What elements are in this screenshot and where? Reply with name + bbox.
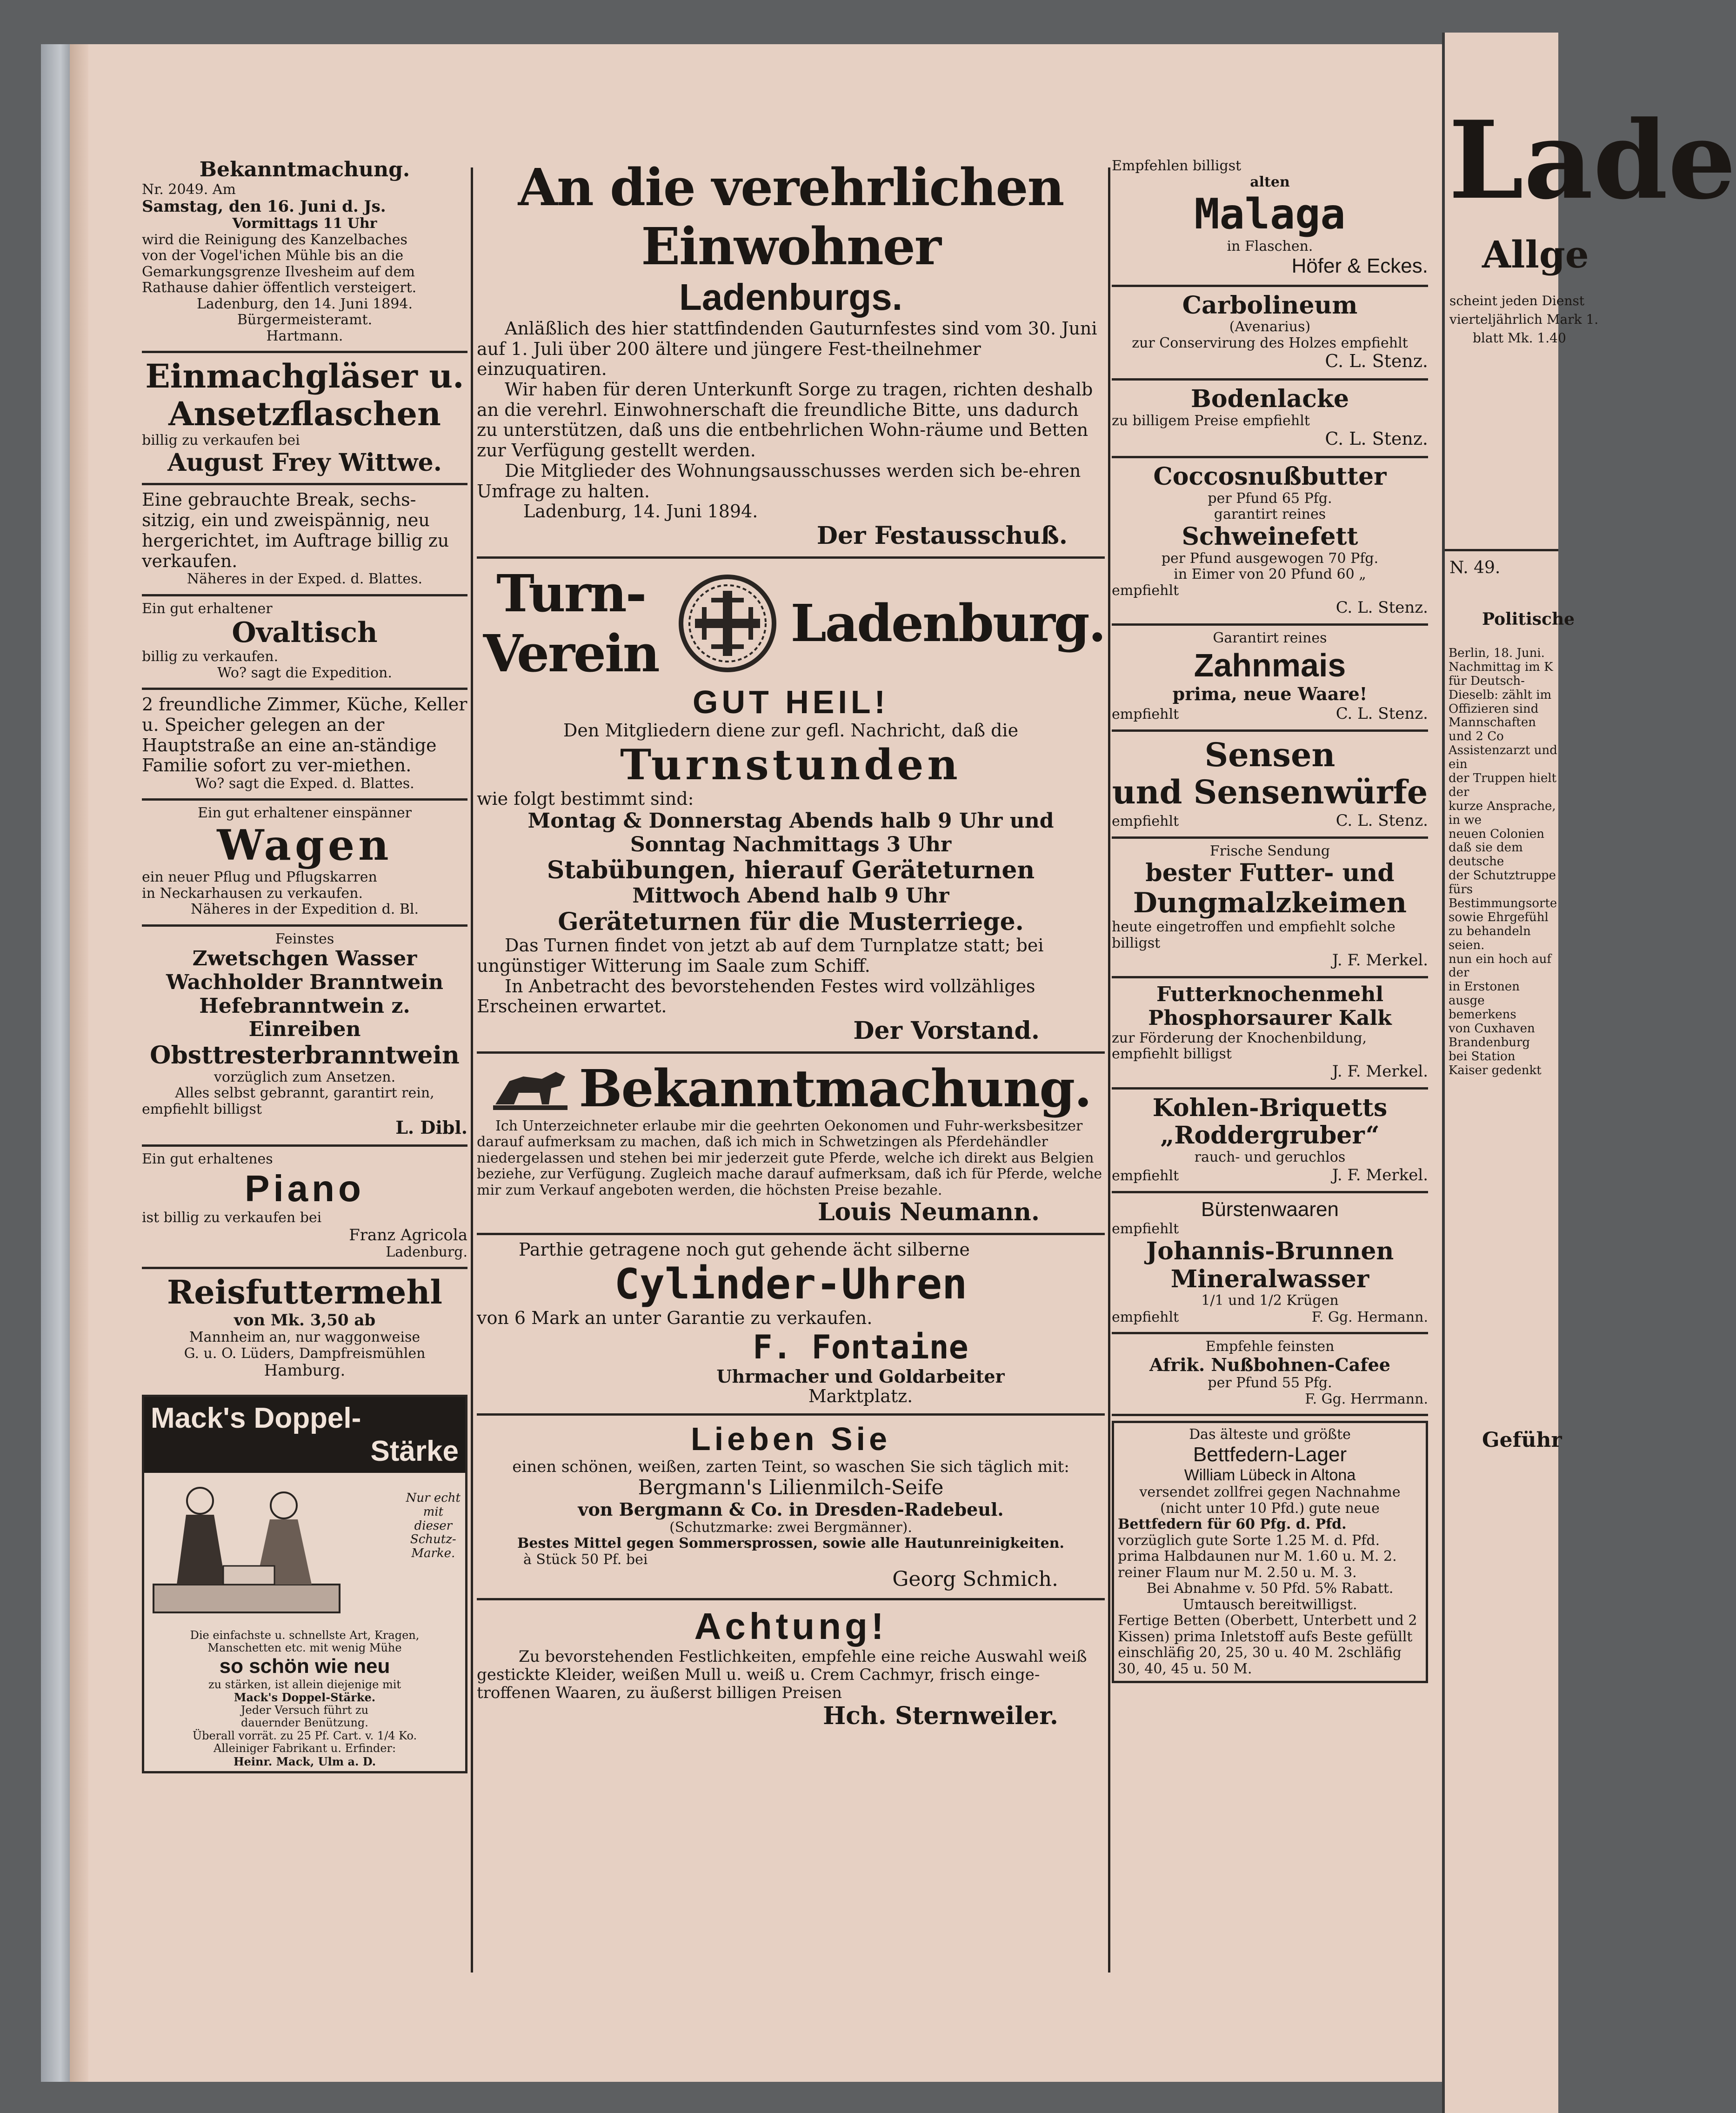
next-line: von Cuxhaven [1449, 1022, 1535, 1036]
ad-branntwein [142, 927, 467, 1147]
ad-line: empfiehlt billigst [142, 1101, 262, 1117]
ad-einmachglaeser [142, 353, 467, 485]
ad-advertiser: C. L. Stenz. [1325, 351, 1428, 372]
ad-line: empfiehlt [1112, 582, 1179, 599]
ad-line: empfiehlt [1112, 1167, 1179, 1184]
ad-title: Bürstenwaaren [1201, 1197, 1339, 1221]
ad-line: garantirt reines [1214, 506, 1326, 523]
ad-line: Gemarkungsgrenze Ilvesheim auf dem [142, 263, 415, 280]
ad-carbolineum [1112, 287, 1428, 381]
mack-title: Stärke [370, 1435, 459, 1468]
ad-line: empfiehlt [1112, 1221, 1179, 1237]
ad-title: Einmachgläser u. [145, 357, 464, 396]
ad-achtung [477, 1600, 1105, 1737]
ad-signature: Der Festausschuß. [816, 521, 1068, 550]
ad-title: Phosphorsaurer Kalk [1148, 1006, 1392, 1030]
ad-line: Mannheim an, nur waggonweise [189, 1329, 421, 1346]
ad-line: Feinstes [275, 930, 334, 947]
ad-advertiser: J. F. Merkel. [1332, 1165, 1428, 1184]
next-line: zu behandeln seien. [1449, 924, 1531, 952]
ad-coccosnussbutter [1112, 458, 1428, 626]
ad-title: Mineralwasser [1170, 1264, 1369, 1293]
ad-title: Malaga [1194, 190, 1346, 239]
ad-advertiser: Georg Schmich. [892, 1567, 1058, 1591]
ad-turnverein [477, 559, 1105, 1054]
ad-line: reiner Flaum nur M. 2.50 u. M. 3. [1118, 1564, 1357, 1581]
ad-footer-row [1112, 811, 1428, 830]
horse-icon [491, 1063, 570, 1114]
ad-footer-row [1112, 1309, 1428, 1325]
ad-advertiser: Franz Agricola [349, 1225, 467, 1244]
next-heading: Geführ [1482, 1428, 1562, 1452]
ad-advertiser: L. Dibl. [395, 1117, 467, 1138]
ad-piano [142, 1147, 467, 1270]
next-line: Berlin, 18. Juni. [1449, 646, 1545, 660]
ad-title: Ovaltisch [232, 616, 378, 649]
ad-title: Futterknochenmehl [1156, 983, 1384, 1007]
column-rule-2 [1108, 167, 1110, 1973]
next-line: Offizieren sind [1449, 702, 1539, 716]
ad-footer: Wo? sagt die Expedition. [217, 664, 392, 681]
ad-buerstenwaaren [1112, 1193, 1428, 1334]
next-line: daß sie dem deutsche [1449, 841, 1523, 869]
ad-title: Piano [245, 1168, 365, 1210]
ad-line: ein neuer Pflug und Pflugskarren [142, 869, 377, 886]
mack-note-line: Schutz- [410, 1532, 456, 1547]
ad-line: von Mk. 3,50 ab [234, 1311, 376, 1330]
ad-footer: Näheres in der Exped. d. Blattes. [187, 571, 423, 588]
ad-line: zur Förderung der Knochenbildung, [1112, 1030, 1367, 1046]
ad-lilienmilch-seife [477, 1416, 1105, 1600]
mack-line: dauernder Benützung. [241, 1716, 368, 1730]
ad-title: Wagen [217, 820, 393, 870]
ad-line: billig zu verkaufen. [142, 649, 279, 665]
next-line: Brandenburg [1449, 1035, 1530, 1050]
ad-advertiser: F. Gg. Herrmann. [1305, 1391, 1428, 1407]
ad-paragraph: Zu bevorstehenden Festlichkeiten, empfehle eine reiche Auswahl weiß gestickte Kleider, weißen Mull u. weiß u. Crem Cachmyr, frisch einge-troffenen Waaren, zu äußerst billigen Preisen [477, 1647, 1087, 1703]
ad-title: Ladenburgs. [679, 276, 903, 318]
ad-advertiser: William Lübeck in Altona [1184, 1466, 1356, 1484]
ad-title: Dungmalzkeimen [1133, 887, 1407, 920]
ad-advertiser: C. L. Stenz. [1335, 704, 1428, 723]
ad-line: empfiehlt billigst [1112, 1046, 1232, 1063]
ad-line: alten [1250, 174, 1290, 190]
next-issue-number: N. 49. [1449, 558, 1501, 577]
ad-title: Schweinefett [1182, 522, 1358, 551]
ad-title: Carbolineum [1182, 291, 1358, 320]
ad-line: empfiehlt [1112, 813, 1179, 829]
ad-line: 1/1 und 1/2 Krügen [1201, 1292, 1339, 1309]
ad-wagen [142, 801, 467, 927]
ad-line: rauch- und geruchlos [1194, 1149, 1346, 1166]
ad-line: wird die Reinigung des Kanzelbaches [142, 231, 407, 248]
mack-text [144, 1626, 465, 1771]
mack-note-line: Marke. [411, 1546, 455, 1561]
ad-line: von Bergmann & Co. in Dresden-Radebeul. [578, 1499, 1004, 1520]
ad-line: einen schönen, weißen, zarten Teint, so waschen Sie sich täglich mit: [512, 1457, 1069, 1476]
neumann-header [477, 1058, 1105, 1118]
ad-title: Achtung! [694, 1605, 888, 1647]
ad-line: billig zu verkaufen bei [142, 432, 300, 449]
ad-item: Hefebranntwein z. Einreiben [199, 994, 410, 1042]
ad-line: empfiehlt [1112, 706, 1179, 722]
ad-place: Ladenburg. [386, 1244, 467, 1260]
ad-bekanntmachung-auction [142, 154, 467, 353]
ad-advertiser: F. Fontaine [753, 1328, 968, 1367]
mack-line: Die einfachste u. schnellste Art, Kragen, [190, 1628, 420, 1642]
ad-footer: Wo? sagt die Exped. d. Blattes. [195, 775, 414, 792]
ad-line: (Schutzmarke: zwei Bergmänner). [669, 1519, 912, 1536]
ad-footer-row [1112, 1166, 1428, 1184]
ad-line: zur Conservirung des Holzes empfiehlt [1132, 334, 1408, 351]
ad-date: Ladenburg, 14. Juni 1894. [523, 501, 758, 522]
ad-line: Samstag, den 16. Juni d. Js. [142, 197, 386, 216]
ad-title: Johannis-Brunnen [1146, 1237, 1394, 1265]
mack-note-line: Nur echt [406, 1491, 461, 1505]
next-line: Nachmittag im K [1449, 660, 1553, 674]
ad-advertiser: F. Gg. Hermann. [1311, 1309, 1428, 1325]
ad-line: von 6 Mark an unter Garantie zu verkaufen. [477, 1308, 873, 1329]
ad-line: zu billigem Preise empfiehlt [1112, 412, 1310, 429]
turnverein-header [477, 563, 1105, 683]
ad-title: Sensen [1204, 735, 1335, 774]
ad-item: Zwetschgen Wasser [192, 947, 417, 971]
next-line: bei Station [1449, 1049, 1516, 1063]
ad-line: per Pfund 55 Pfg. [1208, 1375, 1332, 1391]
ad-advertiser: Höfer & Eckes. [1291, 254, 1428, 277]
ad-paragraph: Ich Unterzeichneter erlaube mir die geehrten Oekonomen und Fuhr-werksbesitzer darauf aufmerksam zu machen, daß ich mich in Schwetzingen als Pferdehändler niedergelassen und stehen bei mir jederzeit gute Pferde, welche ich direkt aus Belgien beziehe, zur Verfügung. Zugleich mache darauf aufmerksam, daß ich für Pferde, welche mir zum Verkauf angeboten werden, die höchsten Preise bezahle. [477, 1117, 1102, 1198]
ad-line: von der Vogel'ichen Mühle bis an die [142, 247, 404, 264]
ad-line: vorzüglich zum Ansetzen. [214, 1069, 396, 1085]
ad-dungmalzkeimen [1112, 839, 1428, 978]
ad-title: An die verehrlichen Einwohner [518, 157, 1064, 276]
ad-title: und Sensenwürfe [1112, 773, 1428, 812]
ad-line: Empfehlen billigst [1112, 158, 1242, 174]
ad-line: ist billig zu verkaufen bei [142, 1210, 322, 1226]
next-subtitle: Allge [1482, 233, 1589, 276]
ad-bettfedern [1112, 1421, 1428, 1683]
next-heading: Politische [1482, 609, 1575, 629]
ad-title: Turn-Verein [483, 563, 659, 683]
ad-title: Ladenburg. [790, 593, 1105, 654]
ad-line: wie folgt bestimmt sind: [477, 789, 694, 809]
mack-line: Mack's Doppel-Stärke. [234, 1691, 376, 1705]
mack-note-line: dieser [414, 1518, 453, 1533]
ad-office: Bürgermeisteramt. [237, 312, 373, 328]
next-line: sowie Ehrgefühl [1449, 910, 1549, 924]
ad-item: Wachholder Branntwein [166, 970, 443, 995]
ad-line: prima, neue Waare! [1172, 683, 1368, 705]
column-rule-1 [471, 167, 473, 1973]
next-line: scheint jeden Dienst [1449, 293, 1585, 308]
ad-advertiser: C. L. Stenz. [1335, 811, 1428, 830]
page-edge [70, 44, 88, 2082]
ad-paragraph: Das Turnen findet von jetzt ab auf dem Turnplatze statt; bei ungünstiger Witterung im Saale zum Schiff. [477, 935, 1044, 976]
ad-advertiser: Hch. Sternweiler. [823, 1702, 1058, 1731]
ad-advertiser: C. L. Stenz. [1335, 598, 1428, 617]
ad-date: Ladenburg, den 14. Juni 1894. [197, 295, 413, 312]
ad-futterknochenmehl [1112, 978, 1428, 1089]
mack-title: Mack's Doppel- [151, 1402, 361, 1435]
next-line: Bestimmungsorte [1449, 896, 1557, 911]
ad-title: bester Futter- und [1145, 859, 1395, 888]
ad-line: empfiehlt [1112, 1309, 1179, 1325]
ad-line: Näheres in der Expedition d. Bl. [190, 901, 419, 918]
mack-line: Alleiniger Fabrikant u. Erfinder: [213, 1742, 396, 1755]
ad-line: Parthie getragene noch gut gehende ächt silberne [519, 1239, 970, 1260]
ad-line: Garantirt reines [1213, 630, 1327, 647]
ad-title: Coccosnußbutter [1153, 462, 1387, 491]
ad-break-wagon [142, 485, 467, 596]
ad-title: Cylinder-Uhren [614, 1259, 968, 1309]
next-line: bemerkens [1449, 1008, 1516, 1022]
ad-line: Ein gut erhaltener einspänner [197, 805, 412, 822]
ad-line: Bei Abnahme v. 50 Pfd. 5% Rabatt. [1146, 1580, 1394, 1597]
ad-signature: Hartmann. [266, 328, 343, 344]
mack-header [144, 1397, 465, 1473]
schedule-line: Mittwoch Abend halb 9 Uhr [632, 884, 949, 908]
mack-line: Überall vorrät. zu 25 Pf. Cart. v. 1/4 Ko. [192, 1729, 417, 1742]
next-rule [1445, 549, 1558, 551]
column-left [142, 154, 467, 1773]
ad-title: Turnstunden [620, 740, 961, 789]
ad-line: Ein gut erhaltener [142, 600, 273, 617]
ad-line: in Neckarhausen zu verkaufen. [142, 885, 363, 902]
ad-title: Bekanntmachung. [199, 158, 410, 181]
ad-line: Nr. 2049. Am [142, 181, 236, 198]
ad-paragraph: In Anbetracht des bevorstehenden Festes wird vollzähliges Erscheinen erwartet. [477, 976, 1035, 1017]
next-page-fragment [1442, 33, 1736, 2113]
ad-line: (Avenarius) [1229, 319, 1311, 335]
column-center [477, 154, 1105, 1737]
ad-line: Hamburg. [264, 1361, 346, 1380]
next-line: Mannschaften und 2 Co [1449, 715, 1536, 744]
ad-line: Das älteste und größte [1189, 1426, 1351, 1443]
ad-line: per Pfund 65 Pfg. [1208, 490, 1332, 507]
mack-note-line: mit [423, 1505, 444, 1519]
next-line: neuen Colonien [1449, 827, 1544, 841]
ad-advertiser: J. F. Merkel. [1332, 1062, 1428, 1081]
ad-title: Bekanntmachung. [579, 1058, 1091, 1118]
laundry-women-illustration [144, 1473, 349, 1626]
ad-cylinder-uhren [477, 1235, 1105, 1416]
next-line: für Deutsch- [1449, 674, 1525, 688]
mack-line: Heinr. Mack, Ulm a. D. [233, 1755, 376, 1769]
ad-sensen [1112, 732, 1428, 839]
schedule-line: Sonntag Nachmittags 3 Uhr [630, 832, 952, 856]
ad-line: Rathause dahier öffentlich versteigert. [142, 280, 417, 296]
ad-line: Bettfedern für 60 Pfg. d. Pfd. [1118, 1516, 1347, 1533]
ad-line: Vormittags 11 Uhr [232, 215, 377, 232]
ad-text: Eine gebrauchte Break, sechs-sitzig, ein und zweispännig, neu hergerichtet, im Auftrage billig zu verkaufen. [142, 489, 449, 571]
ad-line: Marktplatz. [808, 1386, 913, 1407]
ad-cafe [1112, 1334, 1428, 1416]
ad-ovaltisch [142, 596, 467, 690]
ad-title: Zahnmais [1194, 647, 1346, 683]
ad-line: versendet zollfrei gegen Nachnahme (nicht unter 10 Pfd.) gute neue [1139, 1484, 1401, 1517]
ad-title: Ansetzflaschen [168, 394, 441, 433]
ad-line: Frische Sendung [1209, 843, 1330, 859]
turnverein-greeting: GUT HEIL! [693, 683, 889, 720]
ad-line: Ein gut erhaltenes [142, 1150, 273, 1167]
ad-item: Obsttresterbranntwein [150, 1041, 460, 1070]
next-line: der Truppen hielt der [1449, 771, 1557, 799]
turner-cross-emblem [674, 570, 781, 677]
ad-advertiser: August Frey Wittwe. [167, 448, 442, 477]
mack-trademark-note [406, 1491, 461, 1561]
ad-line: Umtausch bereitwilligst. [1182, 1596, 1357, 1613]
next-line: blatt Mk. 1.40 [1473, 330, 1566, 346]
ad-paragraph: Wir haben für deren Unterkunft Sorge zu tragen, richten deshalb an die verehrl. Einwohnerschaft die freundliche Bitte, uns dadurch zu unterstützen, daß uns die entbehrlichen Wohn-räume und Betten zur Verfügung gestellt werden. [477, 379, 1093, 461]
next-line: nun ein hoch auf der [1449, 952, 1552, 980]
ad-line: Bestes Mittel gegen Sommersprossen, sowie alle Hautunreinigkeiten. [517, 1535, 1064, 1552]
ad-malaga [1112, 154, 1428, 287]
mack-illustration [144, 1473, 465, 1626]
schedule-line: Montag & Donnerstag Abends halb 9 Uhr und [527, 809, 1054, 833]
ad-title: Afrik. Nußbohnen-Cafee [1149, 1354, 1390, 1376]
ad-line: Bergmann's Lilienmilch-Seife [638, 1475, 944, 1499]
ad-line: in Eimer von 20 Pfund 60 „ [1174, 566, 1366, 583]
schedule-line: Geräteturnen für die Musterriege. [558, 907, 1024, 936]
ad-line: à Stück 50 Pf. bei [523, 1551, 648, 1568]
ad-reisfuttermehl [142, 1269, 467, 1386]
mack-line: zu stärken, ist allein diejenige mit [208, 1678, 401, 1691]
next-masthead: Lade [1449, 98, 1736, 223]
ad-title: Kohlen-Briquetts [1152, 1093, 1388, 1122]
ad-line: Alles selbst gebrannt, garantirt rein, [175, 1085, 434, 1102]
ad-line: G. u. O. Lüders, Dampfreismühlen [184, 1345, 426, 1362]
ad-paragraph: Die Mitglieder des Wohnungsausschusses werden sich be-ehren Umfrage zu halten. [477, 460, 1081, 502]
ad-zahnmais [1112, 626, 1428, 732]
ad-line: in Flaschen. [1227, 238, 1313, 254]
ad-signature: Der Vorstand. [853, 1016, 1040, 1045]
ad-line: prima Halbdaunen nur M. 1.60 u. M. 2. [1118, 1548, 1397, 1565]
ad-line: Fertige Betten (Oberbett, Unterbett und 2 Kissen) prima Inletstoff aufs Beste gefüllt einschläfig 20, 25, 30 u. 40 M. 2schläfig 30, 40, 45 u. 50 M. [1118, 1612, 1417, 1677]
ad-title: Bettfedern-Lager [1193, 1443, 1347, 1466]
ad-line: Uhrmacher und Goldarbeiter [716, 1365, 1005, 1387]
ad-advertiser: C. L. Stenz. [1325, 428, 1428, 449]
ad-zimmer [142, 690, 467, 801]
ad-paragraph: Anläßlich des hier stattfindenden Gauturnfestes sind vom 30. Juni auf 1. Juli über 200 ältere und jüngere Fest-theilnehmer einzuquatiren. [477, 318, 1097, 380]
ad-line: Empfehle feinsten [1205, 1338, 1335, 1355]
ad-bodenlacke [1112, 381, 1428, 458]
mack-line: Manschetten etc. mit wenig Mühe [207, 1641, 402, 1655]
ad-title: Lieben Sie [690, 1421, 891, 1458]
next-line: der Schutztruppe fürs [1449, 869, 1556, 897]
next-line: Assistenzarzt und ein [1449, 743, 1557, 772]
ad-title: „Roddergruber“ [1160, 1121, 1380, 1150]
ad-text: 2 freundliche Zimmer, Küche, Keller u. Speicher gelegen an der Hauptstraße an eine an-ständige Familie sofort zu ver-miethen. [142, 694, 467, 776]
ad-footer-row [1112, 704, 1428, 723]
ad-line: Den Mitgliedern diene zur gefl. Nachricht, daß die [563, 720, 1019, 741]
next-line: kurze Ansprache, in we [1449, 799, 1556, 827]
book-spine [41, 44, 73, 2082]
schedule-line: Stabübungen, hierauf Geräteturnen [547, 856, 1035, 885]
next-line: in Erstonen ausge [1449, 980, 1520, 1008]
mack-slogan: so schön wie neu [219, 1654, 390, 1678]
next-line: vierteljährlich Mark 1. [1449, 312, 1599, 327]
next-line: Dieselb: zählt im [1449, 688, 1552, 702]
mack-line: Jeder Versuch führt zu [240, 1703, 369, 1717]
ad-title: Reisfuttermehl [167, 1273, 442, 1312]
ad-line: vorzüglich gute Sorte 1.25 M. d. Pfd. [1118, 1532, 1380, 1549]
ad-line: billigst [1112, 935, 1161, 951]
ad-title: Bodenlacke [1190, 385, 1349, 414]
ad-advertiser: J. F. Merkel. [1332, 951, 1428, 970]
ad-signature: Louis Neumann. [817, 1198, 1040, 1227]
ad-einwohner-notice [477, 154, 1105, 559]
next-article-text [1449, 647, 1558, 1078]
ad-pferdehaendler [477, 1054, 1105, 1235]
column-right [1112, 154, 1428, 1688]
ad-line: per Pfund ausgewogen 70 Pfg. [1161, 550, 1379, 567]
ad-macks-doppelstaerke [142, 1395, 467, 1773]
ad-kohlen-briquetts [1112, 1090, 1428, 1193]
next-line: Kaiser gedenkt [1449, 1063, 1542, 1077]
ad-line: heute eingetroffen und empfiehlt solche [1112, 919, 1395, 936]
